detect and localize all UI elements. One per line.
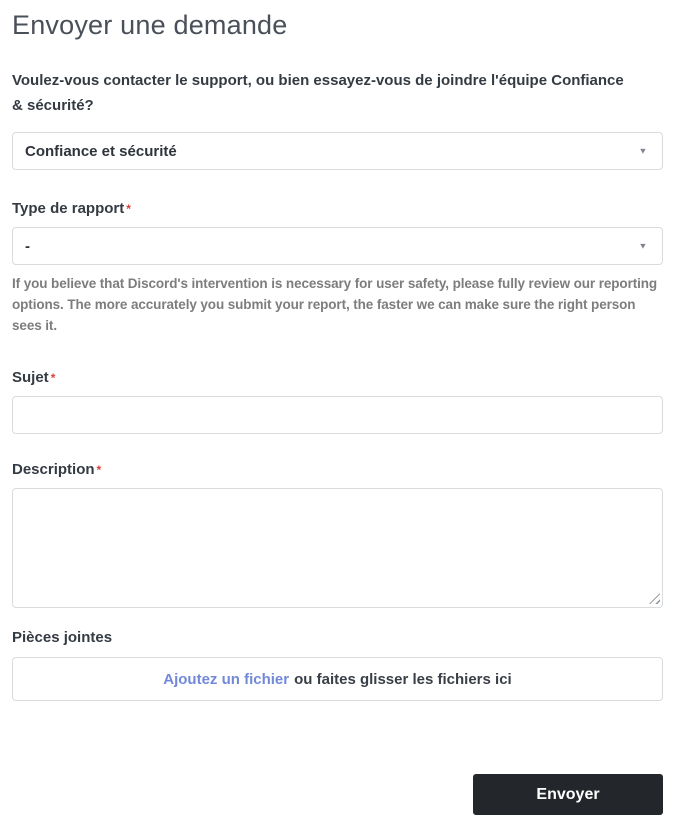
dropdown-arrow-icon: ▼ xyxy=(638,241,648,251)
report-type-select-value: - xyxy=(25,237,30,255)
report-type-help-text: If you believe that Discord's intervention is necessary for user safety, please fully review our reporting options. The more accurately you submit your report, the faster we can make sure the right person sees it. xyxy=(12,276,658,333)
report-type-select[interactable] xyxy=(12,227,663,265)
support-team-select-value: Confiance et sécurité xyxy=(25,142,177,160)
support-team-question-label: Voulez-vous contacter le support, ou bien essayez-vous de joindre l'équipe Confiance & sécurité? xyxy=(12,72,624,114)
required-marker: * xyxy=(126,202,131,216)
page-title: Envoyer une demande xyxy=(12,10,288,40)
submit-row xyxy=(12,774,663,815)
attachments-dropzone[interactable] xyxy=(12,657,663,701)
description-label-text: Description xyxy=(12,461,95,478)
request-form xyxy=(12,0,663,815)
attachments-label: Pièces jointes xyxy=(12,629,113,646)
description-section xyxy=(12,461,663,608)
subject-label-text: Sujet xyxy=(12,369,49,386)
subject-section xyxy=(12,369,663,434)
required-marker: * xyxy=(50,371,56,385)
required-marker: * xyxy=(96,463,102,477)
add-file-link[interactable]: Ajoutez un fichier xyxy=(163,670,290,688)
support-team-select[interactable] xyxy=(12,132,663,170)
dropdown-arrow-icon: ▼ xyxy=(638,146,648,156)
subject-input[interactable] xyxy=(12,396,663,434)
description-label xyxy=(12,461,663,479)
submit-button[interactable]: Envoyer xyxy=(473,774,663,815)
drop-hint-text: ou faites glisser les fichiers ici xyxy=(294,670,512,688)
subject-label xyxy=(12,369,663,387)
description-textarea[interactable] xyxy=(12,488,663,608)
report-type-label xyxy=(12,200,663,218)
report-type-label-text: Type de rapport xyxy=(12,200,125,217)
